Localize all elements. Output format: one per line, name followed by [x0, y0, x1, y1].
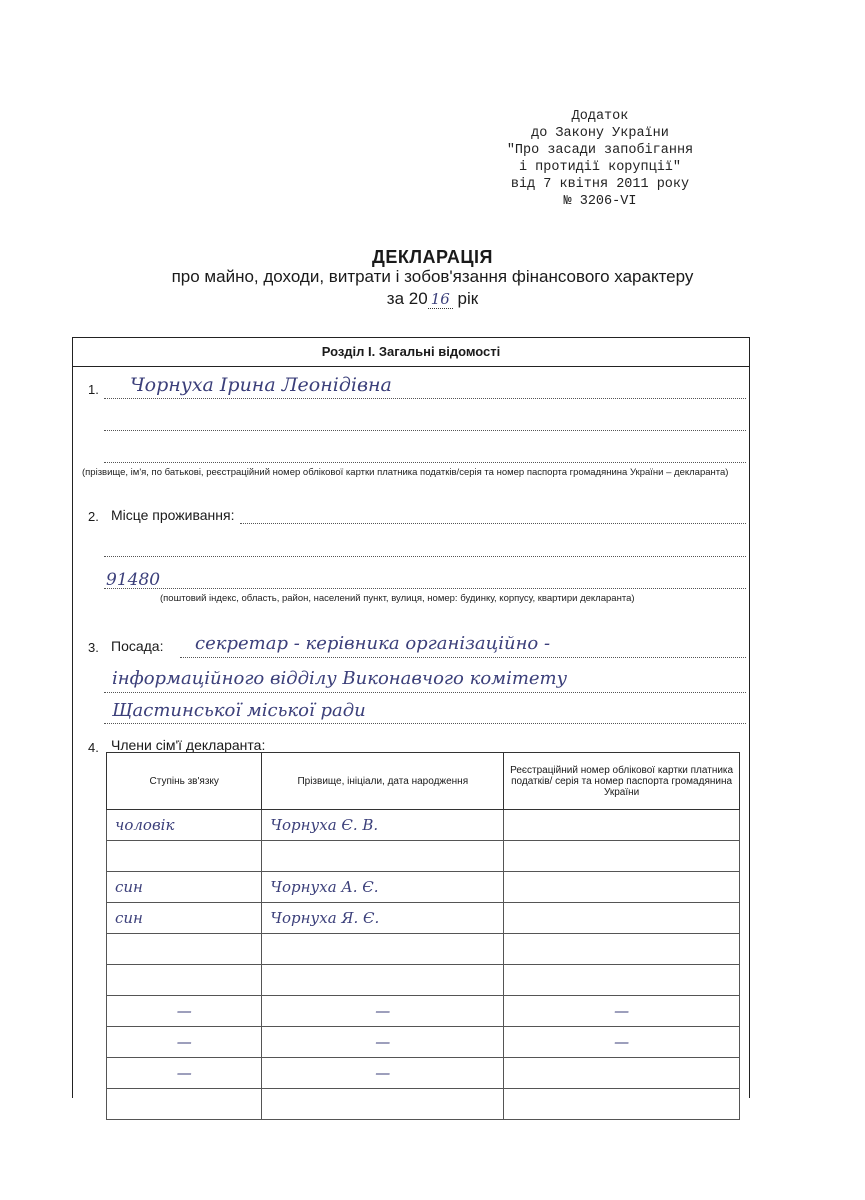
table-header-row	[107, 753, 740, 810]
residence-label: Місце проживання:	[111, 507, 235, 523]
year-prefix: за 20	[386, 289, 428, 308]
tax-id-cell	[504, 934, 740, 965]
item2-caption: (поштовий індекс, область, район, населений пункт, вулиця, номер: будинку, корпусу, квартири декларанта)	[160, 593, 635, 604]
fill-line	[104, 430, 746, 431]
relation-cell: —	[107, 996, 262, 1027]
relation-cell: —	[107, 1058, 262, 1089]
table-row	[107, 903, 740, 934]
tax-id-cell	[504, 841, 740, 872]
annex-line: "Про засади запобігання	[506, 143, 694, 158]
table-row	[107, 810, 740, 841]
item-number: 2.	[88, 509, 99, 524]
annex-header	[470, 108, 730, 210]
family-members-table	[106, 752, 740, 1120]
item-number: 1.	[88, 382, 99, 397]
item-number: 4.	[88, 740, 99, 755]
position-handwritten: секретар - керівника організаційно -	[195, 633, 551, 654]
fill-line	[104, 692, 746, 693]
table-row	[107, 934, 740, 965]
fill-line	[180, 657, 746, 658]
year-handwritten: 16	[428, 290, 453, 309]
tax-id-cell: —	[504, 1027, 740, 1058]
tax-id-cell	[504, 810, 740, 841]
annex-line: і протидії корупції"	[518, 160, 682, 175]
relation-cell: чоловік	[107, 810, 262, 841]
fill-line	[104, 462, 746, 463]
column-header-relation: Ступінь зв'язку	[107, 753, 262, 810]
name-cell	[262, 934, 504, 965]
tax-id-cell	[504, 903, 740, 934]
declaration-year	[0, 289, 865, 309]
annex-line: № 3206-VI	[563, 194, 637, 209]
table-row	[107, 1058, 740, 1089]
family-members-label: Члени сім'ї декларанта:	[111, 737, 266, 753]
declarant-name-handwritten: Чорнуха Ірина Леонідівна	[130, 374, 392, 396]
relation-cell: син	[107, 903, 262, 934]
table-row	[107, 965, 740, 996]
name-cell	[262, 1089, 504, 1120]
table-row	[107, 1089, 740, 1120]
fill-line	[240, 523, 746, 524]
postcode-handwritten: 91480	[106, 570, 161, 590]
relation-cell	[107, 965, 262, 996]
name-cell: —	[262, 1058, 504, 1089]
tax-id-cell	[504, 872, 740, 903]
table-row	[107, 1027, 740, 1058]
fill-line	[104, 556, 746, 557]
fill-line	[104, 723, 746, 724]
table-row	[107, 841, 740, 872]
position-handwritten: інформаційного відділу Виконавчого комітету	[112, 668, 568, 689]
item1-caption: (прізвище, ім'я, по батькові, реєстраційний номер облікової картки платника податків/серія та номер паспорта громадянина України – декларанта)	[82, 467, 729, 478]
annex-line: до Закону України	[531, 126, 669, 141]
position-label: Посада:	[111, 638, 164, 654]
relation-cell	[107, 1089, 262, 1120]
name-cell	[262, 841, 504, 872]
annex-line: від 7 квітня 2011 року	[510, 177, 690, 192]
name-cell	[262, 965, 504, 996]
document-title: ДЕКЛАРАЦІЯ	[372, 247, 493, 267]
name-cell: Чорнуха Я. Є.	[262, 903, 504, 934]
tax-id-cell	[504, 1089, 740, 1120]
tax-id-cell	[504, 965, 740, 996]
annex-line: Додаток	[571, 109, 629, 124]
column-header-tax-id: Реєстраційний номер облікової картки платника податків/ серія та номер паспорта громадянина України	[504, 753, 740, 810]
document-subtitle: про майно, доходи, витрати і зобов'язання фінансового характеру	[171, 267, 694, 286]
name-cell: —	[262, 1027, 504, 1058]
position-handwritten: Щастинської міської ради	[112, 700, 366, 721]
tax-id-cell: —	[504, 996, 740, 1027]
tax-id-cell	[504, 1058, 740, 1089]
relation-cell	[107, 841, 262, 872]
table-row	[107, 996, 740, 1027]
relation-cell: син	[107, 872, 262, 903]
relation-cell	[107, 934, 262, 965]
column-header-name: Прізвище, ініціали, дата народження	[262, 753, 504, 810]
relation-cell: —	[107, 1027, 262, 1058]
fill-line	[104, 398, 746, 399]
section-heading: Розділ І. Загальні відомості	[72, 337, 750, 367]
table-row	[107, 872, 740, 903]
item-number: 3.	[88, 640, 99, 655]
name-cell: Чорнуха Є. В.	[262, 810, 504, 841]
name-cell: —	[262, 996, 504, 1027]
year-suffix: рік	[457, 289, 479, 308]
name-cell: Чорнуха А. Є.	[262, 872, 504, 903]
fill-line	[104, 588, 746, 589]
